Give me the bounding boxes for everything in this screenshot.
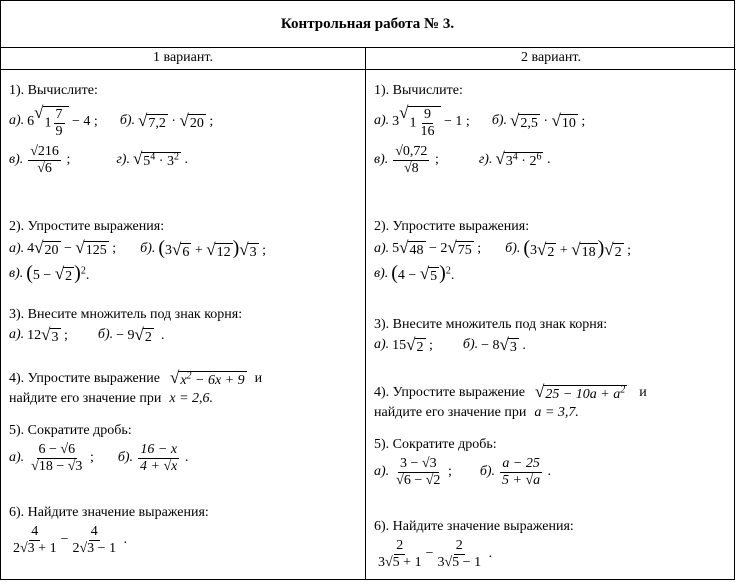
v1-task-3: [9, 307, 361, 348]
expr: $\frac{2}{3√5 - 1}$: [437, 537, 482, 570]
v2-task-1-question: 1). Вычислите:: [374, 83, 463, 98]
expr: $\frac{4}{2√3 - 1}$: [72, 523, 117, 556]
v1-task-1-ab: [9, 104, 361, 140]
v1-task-5-ab: а). $\frac{6 - √6}{√18 - √3}$ ; б). $\frac{16 - x}{4 + √x}$ .: [9, 441, 189, 474]
value: x = 2,6.: [169, 391, 214, 406]
page-title: Контрольная работа № 3.: [1, 1, 734, 48]
label: а).: [374, 113, 390, 129]
label: б).: [479, 463, 496, 479]
expr: (4 − √ 5 )$^2$.: [391, 261, 455, 285]
expr: √ $25 - 10a + a^2$: [534, 382, 626, 402]
v1-task-5-question: 5). Сократите дробь:: [9, 423, 132, 438]
v2-task-2-ab: [374, 238, 732, 261]
variant-1-header: 1 вариант.: [1, 47, 365, 70]
v2-task-3: [374, 317, 732, 358]
v1-task-1-question: 1). Вычислите:: [9, 83, 98, 98]
v1-task-2-question: 2). Упростите выражения:: [9, 219, 165, 234]
label: б).: [97, 327, 114, 343]
expr: √ 7,2 · √ 20 ;: [138, 110, 214, 131]
expr: $\frac{6 - √6}{√18 - √3}$: [31, 441, 83, 474]
label: г).: [116, 151, 130, 167]
label: б).: [491, 113, 508, 129]
v2-task-1-ab: [374, 104, 732, 140]
expr: √ 2,5 · √ 10 ;: [510, 110, 586, 131]
question-and: и: [639, 384, 647, 400]
label: б).: [119, 113, 136, 129]
v1-task-6: [9, 505, 361, 559]
label: а).: [374, 463, 390, 479]
label: а).: [9, 327, 25, 343]
label: б).: [462, 337, 479, 353]
label: б).: [505, 240, 521, 256]
v2-task-6-expr: $\frac{2}{3√5 + 1}$ − $\frac{2}{3√5 - 1}$ .: [378, 537, 493, 570]
v1-task-2-ab: [9, 238, 361, 261]
v2-task-1: [374, 83, 732, 179]
question: найдите его значение при: [9, 391, 162, 406]
v2-task-5-question: 5). Сократите дробь:: [374, 437, 497, 452]
label: б).: [140, 240, 156, 256]
variant-2-column: [366, 47, 736, 579]
expr: $\frac{√0,72}{√8}$: [395, 143, 428, 176]
v2-task-6-question: 6). Найдите значение выражения:: [374, 519, 574, 534]
expr: $\frac{3 - √3}{√6 - √2}$: [396, 455, 441, 488]
v1-task-3-question: 3). Внесите множитель под знак корня:: [9, 307, 243, 322]
label: а).: [374, 240, 390, 256]
expr: 6 √ 1 $\frac{7}{9}$ − 4 ;: [27, 102, 98, 139]
label: в).: [374, 265, 389, 281]
v1-task-4: [9, 367, 361, 410]
label: а).: [9, 113, 25, 129]
label: а).: [374, 337, 390, 353]
expr: − 9 √ 2 .: [116, 324, 165, 345]
expr: (5 − √ 2 )$^2$.: [26, 261, 90, 285]
expr: 5 √ 48 − 2 √ 75 ;: [392, 238, 482, 259]
v1-task-6-question: 6). Найдите значение выражения:: [9, 505, 209, 520]
v2-task-4: [374, 381, 732, 424]
expr: (3 √ 2 + √ 18 ) √ 2 ;: [523, 236, 632, 260]
v1-task-6-expr: $\frac{4}{2√3 + 1}$ − $\frac{4}{2√3 - 1}$ .: [13, 523, 128, 556]
v1-task-2-v: [9, 263, 361, 286]
expr: √ $5^4 \cdot 3^2$ .: [132, 149, 188, 170]
v2-task-2-question: 2). Упростите выражения:: [374, 219, 530, 234]
v1-task-4-line2: [9, 391, 361, 408]
label: а).: [9, 449, 25, 465]
v2-task-3-ab: [374, 336, 732, 356]
v2-task-4-line1: [374, 383, 732, 403]
label: а).: [9, 240, 25, 256]
v2-task-5: [374, 437, 732, 491]
expr: − 8 √ 3 .: [481, 334, 526, 355]
v1-task-2: [9, 219, 361, 287]
expr: (3 √ 6 + √ 12 ) √ 3 ;: [158, 236, 267, 260]
expr: √ $3^4 \cdot 2^6$ .: [495, 149, 551, 170]
v2-task-2-v: [374, 263, 732, 286]
expr: 12 √ 3 ;: [27, 324, 68, 345]
expr: $\frac{a - 25}{5 + √a}$: [502, 455, 541, 488]
variant-1-column: [1, 47, 366, 579]
expr: $\frac{2}{3√5 + 1}$: [378, 537, 422, 570]
v1-task-4-line1: [9, 369, 361, 389]
v2-task-5-ab: а). $\frac{3 - √3}{√6 - √2}$ ; б). $\frac{a - 25}{5 + √a}$ .: [374, 455, 552, 488]
variant-2-header: 2 вариант.: [366, 47, 736, 70]
expr: 4 √ 20 − √ 125 ;: [27, 238, 117, 259]
expr: 15 √ 2 ;: [392, 334, 433, 355]
question-and: и: [254, 370, 263, 386]
v1-task-5: [9, 423, 361, 477]
v2-task-6: [374, 519, 732, 573]
v2-task-4-line2: [374, 405, 732, 422]
value: a = 3,7.: [534, 405, 579, 420]
v1-task-3-ab: [9, 326, 361, 346]
question: найдите его значение при: [374, 405, 527, 420]
v2-task-1-vg: в). $\frac{√0,72}{√8}$ ; г). √ $3^4 \cdot 2^6$ .: [374, 143, 551, 176]
expr: 3 √ 1 $\frac{9}{16}$ − 1 ;: [392, 102, 470, 139]
expr: $\frac{16 - x}{4 + √x}$: [140, 441, 178, 474]
v1-task-1-vg: в). $\frac{√216}{√6}$ ; г). √ $5^4 \cdot 3^2$ .: [9, 143, 188, 176]
question: 4). Упростите выражение: [9, 370, 160, 386]
label: г).: [478, 151, 493, 167]
expr: $\frac{4}{2√3 + 1}$: [13, 523, 57, 556]
v2-task-2: [374, 219, 732, 287]
label: в).: [374, 151, 389, 167]
question: 4). Упростите выражение: [374, 384, 525, 400]
expr: $\frac{√216}{√6}$: [30, 143, 59, 176]
label: в).: [9, 151, 24, 167]
label: в).: [9, 265, 24, 281]
v2-task-3-question: 3). Внесите множитель под знак корня:: [374, 317, 608, 332]
expr: √ $x^2 - 6x + 9$: [169, 368, 245, 388]
v1-task-1: [9, 83, 361, 179]
label: б).: [117, 449, 134, 465]
